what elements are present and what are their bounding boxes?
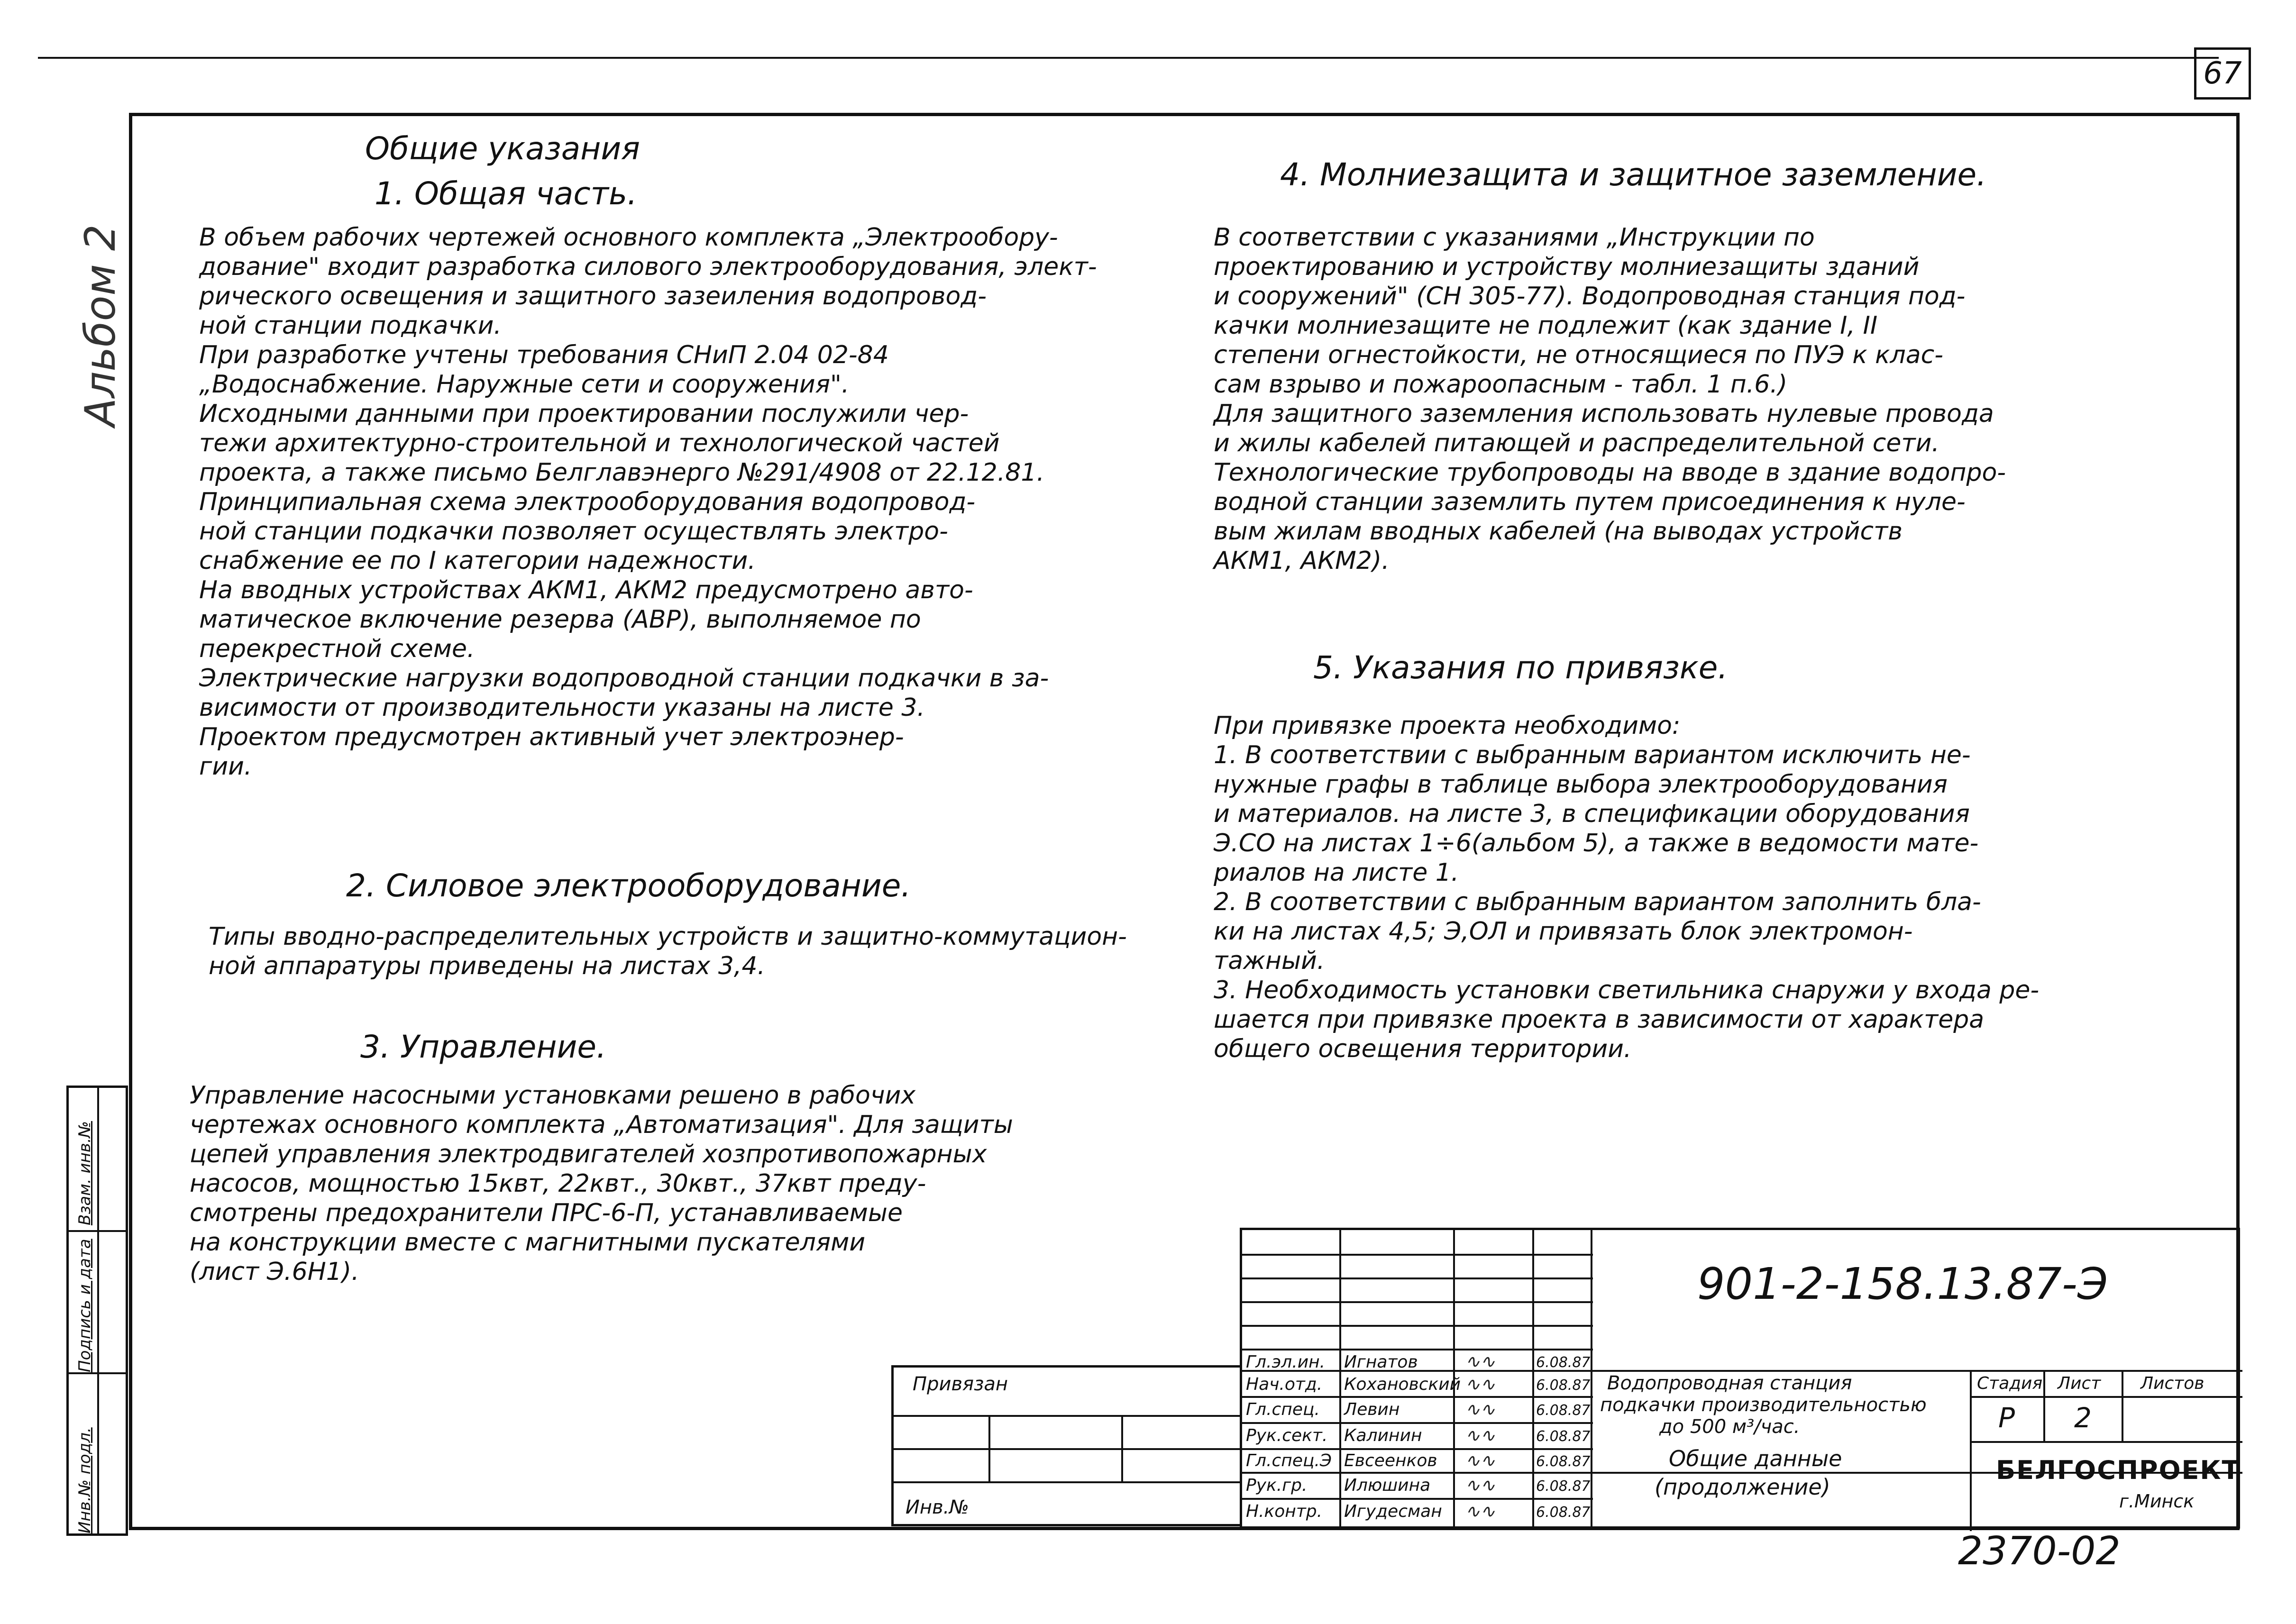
general-title: Общие указания — [365, 130, 640, 167]
signer-name: Игнатов — [1344, 1352, 1418, 1372]
text-line: перекрестной схеме. — [199, 635, 475, 663]
text-line: и материалов. на листе 3, в спецификации оборудования — [1214, 800, 1970, 828]
text-line: 2. В соответствии с выбранным вариантом заполнить бла- — [1214, 888, 1981, 916]
text-line: В объем рабочих чертежей основного комплекта „Электрообору- — [199, 223, 1058, 252]
text-line: насосов, мощностью 15квт, 22квт., 30квт., 37квт преду- — [190, 1169, 926, 1198]
object-name-line: подкачки производительностью — [1600, 1394, 1927, 1416]
section-5-text — [1214, 711, 2039, 1064]
text-line: водной станции заземлить путем присоединения к нуле- — [1214, 488, 1966, 516]
org-name: БЕЛГОСПРОЕКТ — [1996, 1455, 2241, 1485]
text-line: качки молниезащите не подлежит (как здание I, II — [1214, 311, 1878, 340]
signer-date: 6.08.87 — [1536, 1377, 1591, 1394]
privyazan-label: Привязан — [913, 1373, 1008, 1395]
signer-name: Игудесман — [1344, 1502, 1442, 1521]
text-line: чертежах основного комплекта „Автоматизация". Для защиты — [190, 1111, 1013, 1139]
signer-role: Нач.отд. — [1246, 1375, 1323, 1394]
text-line: Управление насосными установками решено в рабочих — [190, 1081, 916, 1110]
text-line: проекта, а также письмо Белглавэнерго №291/4908 от 22.12.81. — [199, 458, 1044, 487]
text-line: риалов на листе 1. — [1214, 858, 1459, 887]
archive-number: 2370-02 — [1958, 1529, 2121, 1574]
text-line: (лист Э.6Н1). — [190, 1258, 359, 1286]
text-line: АКМ1, АКМ2). — [1214, 547, 1390, 575]
stage-label: Стадия — [1977, 1374, 2043, 1393]
text-line: ной станции подкачки позволяет осуществлять электро- — [199, 517, 948, 546]
signature-mark: ∿∿ — [1465, 1374, 1495, 1395]
side-note: Альбом 2 — [76, 224, 125, 427]
stage-value: Р — [1998, 1402, 2015, 1434]
text-line: Принципиальная схема электрооборудования водопровод- — [199, 488, 976, 516]
signer-date: 6.08.87 — [1536, 1428, 1591, 1445]
sheet-number: 67 — [2194, 47, 2251, 100]
signer-role: Гл.эл.ин. — [1246, 1352, 1326, 1372]
signer-date: 6.08.87 — [1536, 1453, 1591, 1470]
object-name-line: до 500 м³/час. — [1659, 1416, 1800, 1438]
stamp-vzam-inv: Взам. инв.№ — [75, 1121, 94, 1225]
text-line: сам взрыво и пожароопасным - табл. 1 п.6.) — [1214, 370, 1788, 399]
text-line: ной аппаратуры приведены на листах 3,4. — [209, 952, 766, 980]
text-line: рического освещения и защитного зазеиления водопровод- — [199, 282, 987, 310]
text-line: тажный. — [1214, 947, 1325, 975]
signer-role: Гл.спец.Э — [1246, 1451, 1332, 1470]
signature-mark: ∿∿ — [1465, 1399, 1495, 1420]
text-line: общего освещения территории. — [1214, 1035, 1632, 1063]
signer-name: Илюшина — [1344, 1476, 1431, 1495]
signer-name: Калинин — [1344, 1426, 1422, 1445]
section-1-title: 1. Общая часть. — [375, 175, 637, 212]
text-line: тежи архитектурно-строительной и технологической частей — [199, 429, 1000, 457]
text-line: Э.СО на листах 1÷6(альбом 5), а также в ведомости мате- — [1214, 829, 1979, 858]
sheets-label: Листов — [2140, 1374, 2205, 1393]
title-block — [1240, 1228, 2240, 1529]
signer-name: Евсеенков — [1344, 1451, 1437, 1470]
text-line: Проектом предусмотрен активный учет электроэнер- — [199, 723, 904, 751]
text-line: При разработке учтены требования СНиП 2.04 02-84 — [199, 341, 889, 369]
text-line: „Водоснабжение. Наружные сети и сооружения". — [199, 370, 850, 399]
signature-mark: ∿∿ — [1465, 1425, 1495, 1446]
text-line: дование" входит разработка силового электрооборудования, элект- — [199, 253, 1097, 281]
privyazan-block — [891, 1365, 1242, 1526]
signature-mark: ∿∿ — [1465, 1475, 1495, 1496]
text-line: ки на листах 4,5; Э,ОЛ и привязать блок электромон- — [1214, 917, 1913, 946]
text-line: вым жилам вводных кабелей (на выводах устройств — [1214, 517, 1903, 546]
text-line: Исходными данными при проектировании послужили чер- — [199, 400, 969, 428]
side-stamp — [66, 1086, 128, 1536]
text-line: висимости от производительности указаны на листе 3. — [199, 693, 925, 722]
sheet-value: 2 — [2074, 1402, 2092, 1434]
section-4-title: 4. Молниезащита и защитное заземление. — [1280, 156, 1987, 193]
signer-date: 6.08.87 — [1536, 1354, 1591, 1371]
signer-name: Кохановский — [1344, 1375, 1461, 1394]
sheet-label: Лист — [2058, 1374, 2101, 1393]
signer-date: 6.08.87 — [1536, 1402, 1591, 1419]
text-line: Электрические нагрузки водопроводной станции подкачки в за- — [199, 664, 1049, 693]
text-line: на конструкции вместе с магнитными пускателями — [190, 1228, 866, 1257]
signer-name: Левин — [1344, 1400, 1400, 1419]
signer-date: 6.08.87 — [1536, 1504, 1591, 1521]
text-line: Типы вводно-распределительных устройств и защитно-коммутацион- — [209, 922, 1127, 951]
sheet-title-line: Общие данные — [1669, 1446, 1842, 1471]
signer-date: 6.08.87 — [1536, 1478, 1591, 1495]
text-line: шается при привязке проекта в зависимости от характера — [1214, 1005, 1985, 1034]
text-line: 3. Необходимость установки светильника снаружи у входа ре- — [1214, 976, 2040, 1004]
section-3-text — [190, 1081, 1013, 1286]
section-2-title: 2. Силовое электрооборудование. — [346, 867, 911, 904]
text-line: 1. В соответствии с выбранным вариантом исключить не- — [1214, 741, 1971, 769]
text-line: снабжение ее по I категории надежности. — [199, 547, 756, 575]
signer-role: Рук.сект. — [1246, 1426, 1328, 1445]
section-3-title: 3. Управление. — [360, 1029, 606, 1065]
text-line: гии. — [199, 752, 252, 781]
text-line: степени огнестойкости, не относящиеся по ПУЭ к клас- — [1214, 341, 1944, 369]
object-name-line: Водопроводная станция — [1607, 1372, 1852, 1394]
text-line: нужные графы в таблице выбора электрооборудования — [1214, 770, 1948, 799]
doc-code: 901-2-158.13.87-Э — [1697, 1259, 2108, 1309]
text-line: При привязке проекта необходимо: — [1214, 712, 1681, 740]
text-line: ной станции подкачки. — [199, 311, 502, 340]
stamp-inv-podl: Инв.№ подл. — [75, 1427, 94, 1533]
section-1-text — [199, 223, 1097, 781]
section-5-title: 5. Указания по привязке. — [1313, 649, 1728, 686]
text-line: проектированию и устройству молниезащиты зданий — [1214, 253, 1920, 281]
text-line: Для защитного заземления использовать нулевые провода — [1214, 400, 1994, 428]
org-city: г.Минск — [2119, 1491, 2195, 1512]
signer-role: Н.контр. — [1246, 1502, 1323, 1521]
signer-role: Гл.спец. — [1246, 1400, 1320, 1419]
text-line: и жилы кабелей питающей и распределительной сети. — [1214, 429, 1939, 457]
signer-role: Рук.гр. — [1246, 1476, 1308, 1495]
signature-mark: ∿∿ — [1465, 1501, 1495, 1522]
text-line: На вводных устройствах АКМ1, АКМ2 предусмотрено авто- — [199, 576, 973, 604]
text-line: матическое включение резерва (АВР), выполняемое по — [199, 605, 921, 634]
section-4-text — [1214, 223, 2006, 575]
signature-mark: ∿∿ — [1465, 1351, 1495, 1372]
section-2-text — [209, 922, 1127, 981]
text-line: и сооружений" (СН 305-77). Водопроводная станция под- — [1214, 282, 1966, 310]
text-line: цепей управления электродвигателей хозпротивопожарных — [190, 1140, 987, 1168]
text-line: В соответствии с указаниями „Инструкции по — [1214, 223, 1815, 252]
text-line: смотрены предохранители ПРС-6-П, устанавливаемые — [190, 1199, 903, 1227]
stamp-podpis-data: Подпись и дата — [75, 1239, 94, 1372]
text-line: Технологические трубопроводы на вводе в здание водопро- — [1214, 458, 2006, 487]
signature-mark: ∿∿ — [1465, 1450, 1495, 1471]
sheet-title-line: (продолжение) — [1655, 1474, 1830, 1500]
inv-no-label: Инв.№ — [906, 1496, 969, 1518]
